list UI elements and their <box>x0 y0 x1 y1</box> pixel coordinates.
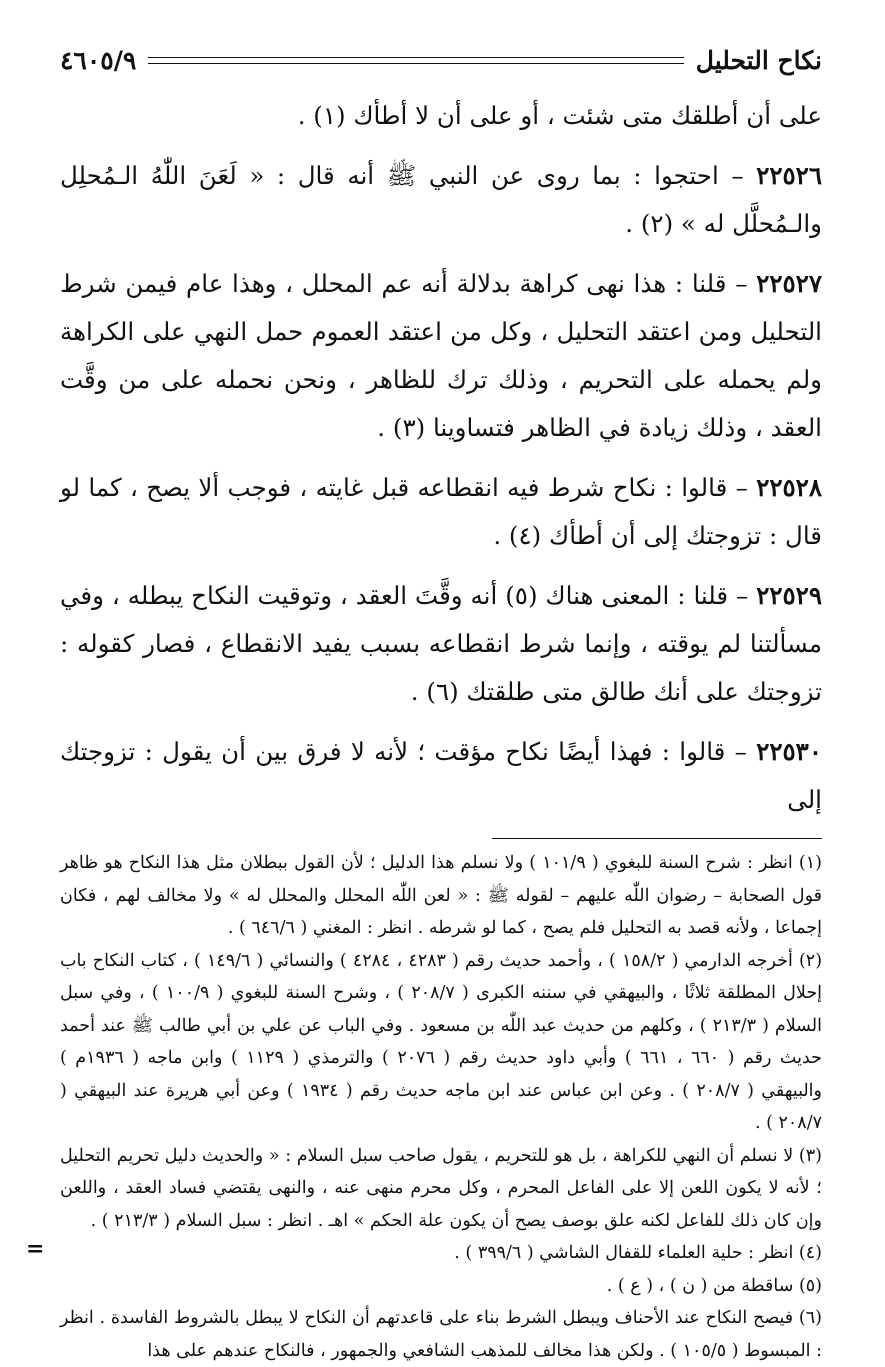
paragraph-number: ٢٢٥٢٧ <box>756 269 822 298</box>
paragraph-number: ٢٢٥٣٠ <box>756 737 822 766</box>
footnote: (٤) انظر : حلية العلماء للقفال الشاشي ( ٣٩٩/٦ ) . <box>454 1243 822 1263</box>
header-title: نكاح التحليل <box>695 45 822 75</box>
paragraph <box>60 464 822 560</box>
paragraph-text: على أن أطلقك متى شئت ، أو على أن لا أطأك (١) . <box>297 101 822 130</box>
paragraph <box>60 572 822 716</box>
paragraph-text: – قلنا : هذا نهى كراهة بدلالة أنه عم المحلل ، وهذا عام فيمن شرط التحليل ومن اعتقد التحليل ، وكل من اعتقد العموم حمل النهي على الكراهة ولم يحمله على التحريم ، وذلك ترك للظاهر ، ونحن نحمله على من وقَّت العقد ، وذلك زيادة في الظاهر فتساوينا (٣) . <box>60 269 822 442</box>
paragraph-text: – قلنا : المعنى هناك (٥) أنه وقَّتَ العقد ، وتوقيت النكاح يبطله ، وفي مسألتنا لم يوقته ، وإنما شرط انقطاعه بسبب يفيد الانقطاع ، فصار كقوله : تزوجتك على أنك طالق متى طلقتك (٦) . <box>60 581 822 706</box>
paragraph <box>60 260 822 452</box>
header-rule <box>148 57 683 64</box>
page-reference: ٤٦٠٥/٩ <box>60 45 137 75</box>
footnote: (٥) ساقطة من ( ن ) ، ( ع ) . <box>606 1275 822 1296</box>
page <box>60 38 822 1367</box>
paragraph <box>60 728 822 824</box>
paragraph-number: ٢٢٥٢٩ <box>756 581 822 610</box>
footnote: (٢) أخرجه الدارمي ( ١٥٨/٢ ) ، وأحمد حديث رقم ( ٤٢٨٣ ، ٤٢٨٤ ) والنسائي ( ١٤٩/٦ ) ، كتاب النكاح باب إحلال المطلقة ثلاثًا ، والبيهقي في سننه الكبرى ( ٢٠٨/٧ ) ، وشرح السنة للبغوي ( ١٠٠/٩ ) ، وفي سبل السلام ( ٢١٣/٣ ) ، وكلهم من حديث عبد اللّٰه بن مسعود . وفي الباب عن علي بن أبي طالب ﷺ عند أحمد حديث رقم ( ٦٦٠ ، ٦٦١ ) وأبي داود حديث رقم ( ٢٠٧٦ ) والترمذي ( ١١٢٩ ) وابن ماجه ( ١٩٣٦م ) والبيهقي ( ٢٠٨/٧ ) . وعن ابن عباس عند ابن ماجه حديث رقم ( ١٩٣٤ ) وعن أبي هريرة عند البيهقي ( ٢٠٨/٧ ) . <box>60 950 823 1133</box>
paragraph-text: – قالوا : نكاح شرط فيه انقطاعه قبل غايته ، فوجب ألا يصح ، كما لو قال : تزوجتك إلى أن أطأك (٤) . <box>60 473 822 550</box>
paragraph-number: ٢٢٥٢٦ <box>756 161 822 190</box>
paragraph <box>60 92 822 140</box>
footnote: (٣) لا نسلم أن النهي للكراهة ، بل هو للتحريم ، يقول صاحب سبل السلام : « والحديث دليل تحريم التحليل ؛ لأنه لا يكون اللعن إلا على الفاعل المحرم ، وكل محرم منهى عنه ، والنهى يقتضي فساد العقد ، واللعن وإن كان ذلك للفاعل لكنه علق بوصف يصح أن يكون علة الحكم » اهـ . انظر : سبل السلام ( ٢١٣/٣ ) . <box>60 1145 822 1231</box>
running-header <box>60 38 822 82</box>
main-text <box>60 92 822 824</box>
paragraph-number: ٢٢٥٢٨ <box>756 473 822 502</box>
footnote-divider <box>492 838 822 839</box>
paragraph <box>60 152 822 248</box>
continuation-mark: = <box>26 1236 45 1262</box>
paragraph-text: – قالوا : فهذا أيضًا نكاح مؤقت ؛ لأنه لا فرق بين أن يقول : تزوجتك إلى <box>60 737 822 814</box>
footnotes <box>60 847 822 1367</box>
footnote: (٦) فيصح النكاح عند الأحناف ويبطل الشرط بناء على قاعدتهم أن النكاح لا يبطل بالشروط الفاسدة . انظر : المبسوط ( ١٠٥/٥ ) . ولكن هذا مخالف للمذهب الشافعي والجمهور ، فالنكاح عندهم على هذا <box>60 1308 822 1361</box>
paragraph-text: – احتجوا : بما روى عن النبي ﷺ أنه قال : « لَعَنَ اللّٰهُ الـمُحلِل والـمُحلَّل له » (٢) . <box>60 161 822 238</box>
footnote: (١) انظر : شرح السنة للبغوي ( ١٠١/٩ ) ولا نسلم هذا الدليل ؛ لأن القول ببطلان مثل هذا النكاح هو ظاهر قول الصحابة – رضوان اللّٰه عليهم – لقوله ﷺ : « لعن اللّٰه المحلل والمحلل له » ولا مخالف لهم ، فكان إجماعا ، ولأنه قصد به التحليل فلم يصح ، كما لو شرطه . انظر : المغني ( ٦٤٦/٦ ) . <box>60 853 822 938</box>
